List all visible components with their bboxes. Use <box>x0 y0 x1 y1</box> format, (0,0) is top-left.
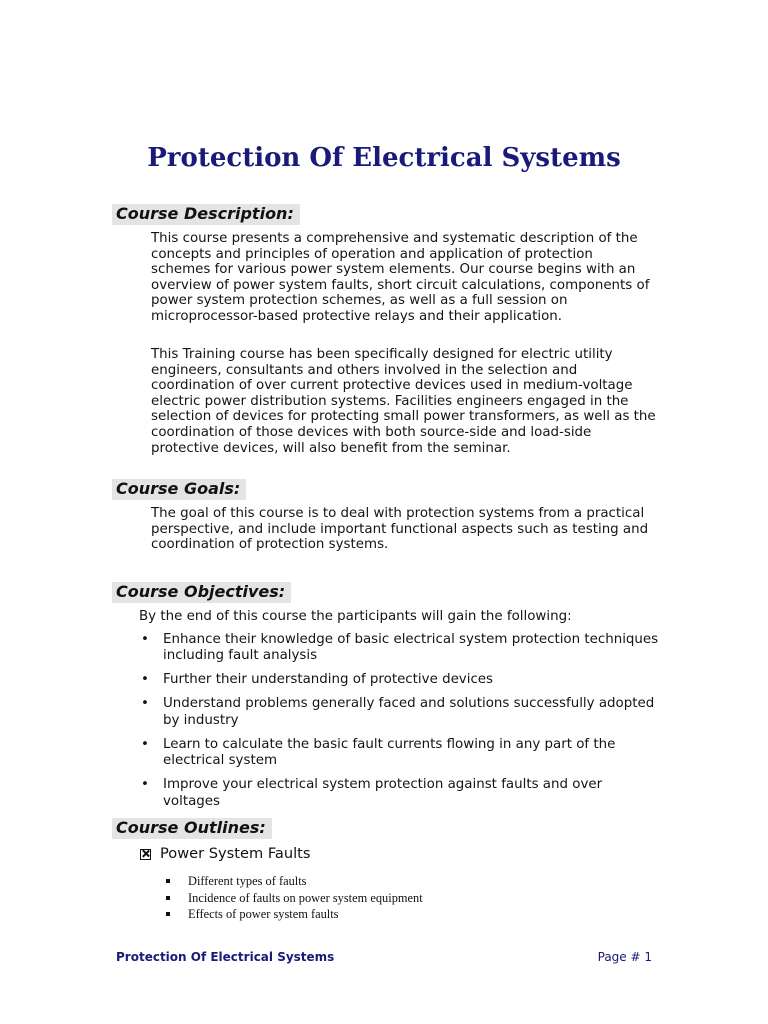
list-item <box>166 873 423 890</box>
bullet-icon: • <box>141 632 149 647</box>
square-bullet-icon <box>166 896 170 900</box>
list-item <box>139 632 659 665</box>
bullet-icon: • <box>141 777 149 793</box>
outline-subitems <box>166 873 423 923</box>
objective-text: Enhance their knowledge of basic electrical system protection techniques including fault analysis <box>163 632 659 664</box>
page-title: Protection Of Electrical Systems <box>147 143 621 173</box>
outline-topic <box>140 845 310 863</box>
section-heading-goals: Course Goals: <box>112 479 246 500</box>
objectives-intro: By the end of this course the participants will gain the following: <box>139 609 572 624</box>
section-heading-description: Course Description: <box>112 204 300 225</box>
objectives-list <box>139 632 659 818</box>
list-item <box>166 906 423 923</box>
outline-topic-label: Power System Faults <box>160 845 311 862</box>
list-item <box>139 672 659 688</box>
checkbox-x-icon <box>140 849 151 860</box>
square-bullet-icon <box>166 912 170 916</box>
subitem-text: Different types of faults <box>188 874 307 888</box>
list-item <box>139 696 659 729</box>
bullet-icon: • <box>141 696 149 712</box>
square-bullet-icon <box>166 879 170 883</box>
objective-text: Further their understanding of protective devices <box>163 672 494 688</box>
objective-text: Understand problems generally faced and solutions successfully adopted by industry <box>163 696 655 728</box>
list-item <box>166 890 423 907</box>
description-paragraph-1: This course presents a comprehensive and systematic description of the concepts and principles of operation and application of protection schemes for various power system elements. Our course begins with an overview of power system faults, short circuit calculations, components of power system protection schemes, as well as a full session on microprocessor-based protective relays and their application. <box>151 231 650 324</box>
description-paragraph-2: This Training course has been specifically designed for electric utility engineers, consultants and others involved in the selection and coordination of over current protective devices used in medium-voltage electric power distribution systems. Facilities engineers engaged in the selection of devices for protecting small power transformers, as well as the coordination of those devices with both source-side and load-side protective devices, will also benefit from the seminar. <box>151 347 656 456</box>
list-item <box>139 777 659 810</box>
page-number: Page # 1 <box>597 950 652 964</box>
goals-paragraph: The goal of this course is to deal with protection systems from a practical perspective, and include important functional aspects such as testing and coordination of protection systems. <box>151 506 649 553</box>
section-heading-outlines: Course Outlines: <box>112 818 272 839</box>
section-heading-objectives: Course Objectives: <box>112 582 291 603</box>
list-item <box>139 737 659 770</box>
footer-title: Protection Of Electrical Systems <box>116 950 335 964</box>
subitem-text: Effects of power system faults <box>188 907 339 922</box>
subitem-text: Incidence of faults on power system equipment <box>188 890 423 905</box>
bullet-icon: • <box>141 736 149 752</box>
objective-text: Learn to calculate the basic fault currents flowing in any part of the electrical system <box>163 736 616 769</box>
objective-text: Improve your electrical system protection against faults and over voltages <box>163 777 603 809</box>
bullet-icon: • <box>141 672 149 688</box>
